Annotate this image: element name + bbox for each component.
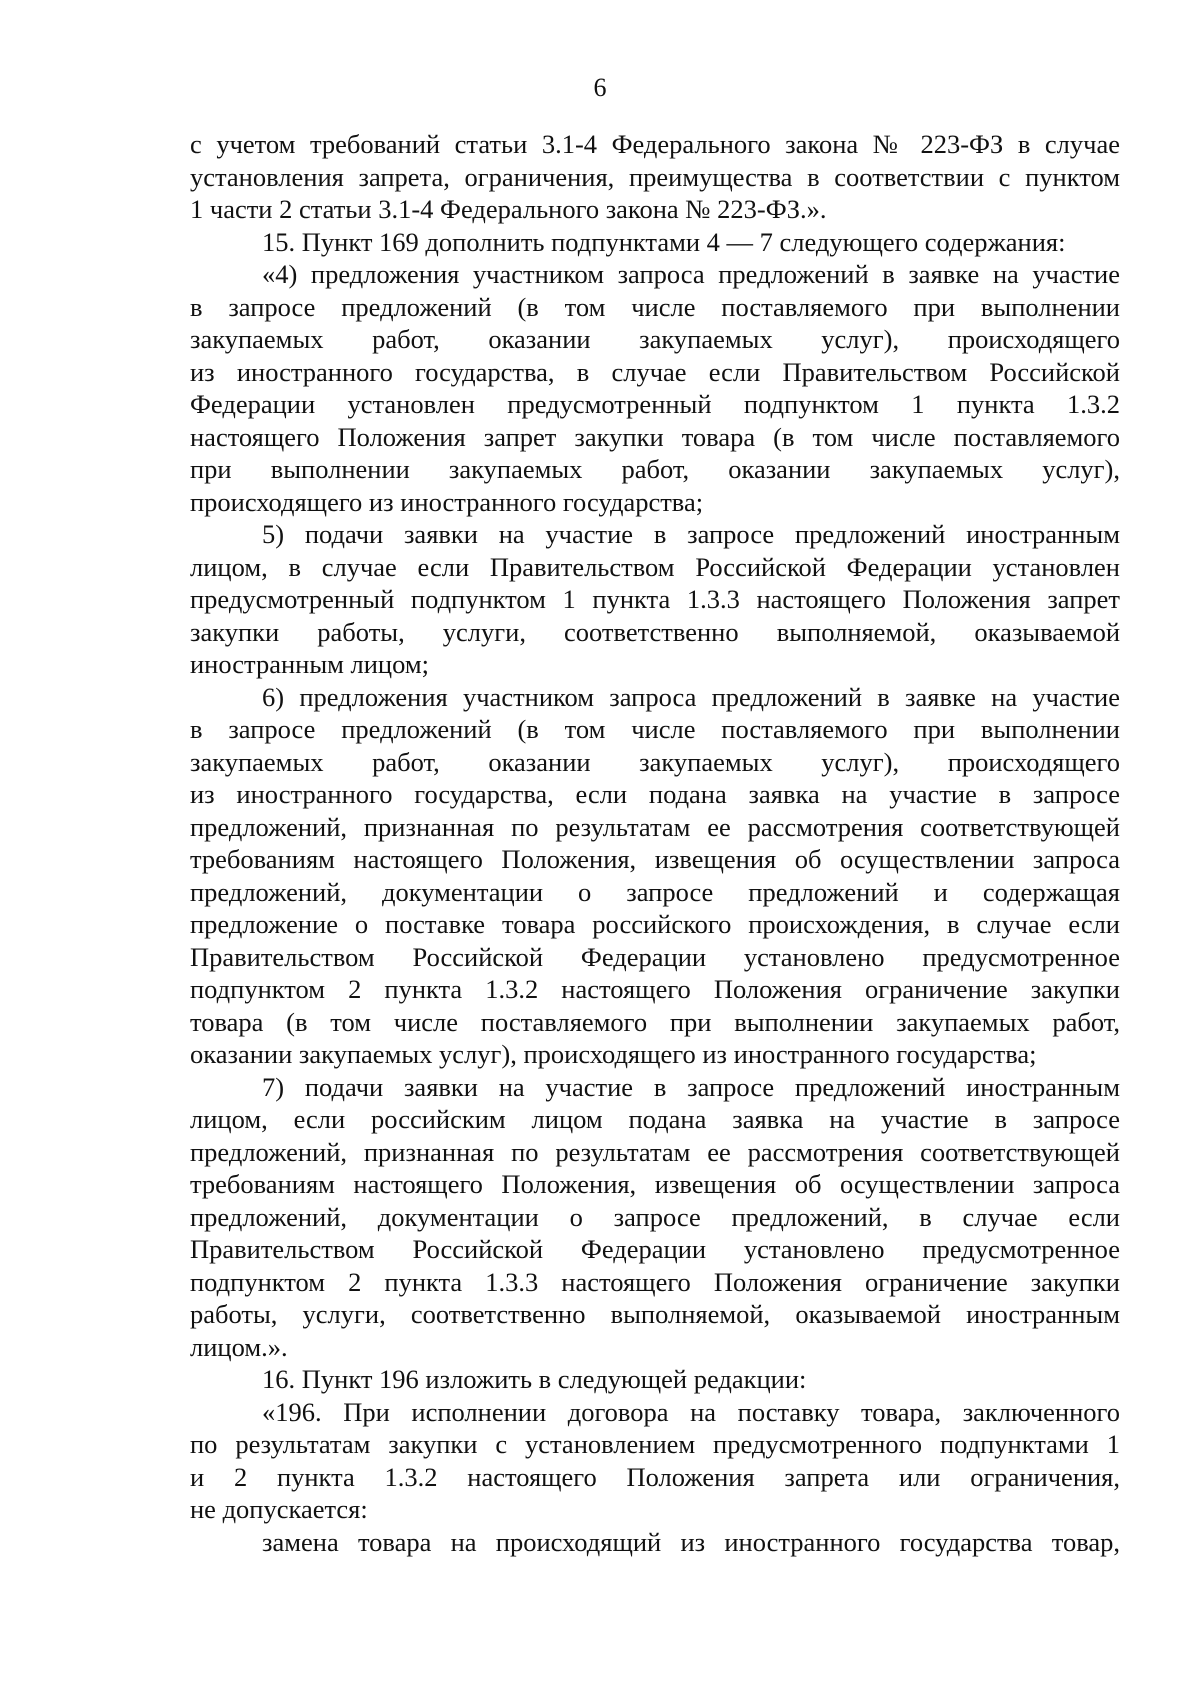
document-line: предложение о поставке товара российского происхождения, в случае если (190, 909, 1120, 939)
document-line: закупки работы, услуги, соответственно выполняемой, оказываемой (190, 616, 1120, 647)
document-line: предложений, признанная по результатам ее рассмотрения соответствующей (190, 1136, 1120, 1167)
document-line: товара (в том числе поставляемого при выполнении закупаемых работ, (190, 1006, 1120, 1037)
document-line: требованиям настоящего Положения, извещения об осуществлении запроса (190, 1169, 1120, 1199)
document-line: и 2 пункта 1.3.2 настоящего Положения запрета или ограничения, (190, 1461, 1120, 1492)
document-line: с учетом требований статьи 3.1-4 Федерального закона № 223-ФЗ в случае (190, 129, 1120, 159)
document-line: Федерации установлен предусмотренный подпунктом 1 пункта 1.3.2 (190, 389, 1120, 419)
document-line: 1 части 2 статьи 3.1-4 Федерального закона № 223-ФЗ.». (190, 194, 827, 224)
document-line: закупаемых работ, оказании закупаемых услуг), происходящего (190, 746, 1120, 777)
document-line: Правительством Российской Федерации установлено предусмотренное (190, 941, 1120, 972)
document-line: 5) подачи заявки на участие в запросе предложений иностранным (262, 519, 1120, 549)
document-line: предложений, признанная по результатам ее рассмотрения соответствующей (190, 811, 1120, 842)
document-line: из иностранного государства, если подана заявка на участие в запросе (190, 779, 1120, 809)
document-line: установления запрета, ограничения, преимущества в соответствии с пунктом (190, 161, 1120, 192)
document-line: лицом, в случае если Правительством Российской Федерации установлен (190, 551, 1120, 582)
document-line: иностранным лицом; (190, 649, 429, 679)
document-line: настоящего Положения запрет закупки товара (в том числе поставляемого (190, 421, 1120, 452)
document-line: лицом, если российским лицом подана заявка на участие в запросе (190, 1104, 1120, 1134)
document-line: «196. При исполнении договора на поставку товара, заключенного (262, 1396, 1120, 1427)
document-line: происходящего из иностранного государства; (190, 486, 704, 517)
document-line: работы, услуги, соответственно выполняемой, оказываемой иностранным (190, 1299, 1120, 1329)
document-line: оказании закупаемых услуг), происходящего из иностранного государства; (190, 1039, 1037, 1069)
document-line: 7) подачи заявки на участие в запросе предложений иностранным (262, 1071, 1120, 1102)
document-body (190, 128, 1120, 1558)
page-number: 6 (593, 73, 607, 102)
document-line: в запросе предложений (в том числе поставляемого при выполнении (190, 714, 1120, 744)
document-line: замена товара на происходящий из иностранного государства товар, (262, 1526, 1120, 1557)
document-line: Правительством Российской Федерации установлено предусмотренное (190, 1234, 1120, 1264)
document-line: в запросе предложений (в том числе поставляемого при выполнении (190, 291, 1120, 322)
document-line: 16. Пункт 196 изложить в следующей редакции: (262, 1364, 807, 1394)
document-line: подпунктом 2 пункта 1.3.2 настоящего Положения ограничение закупки (190, 974, 1120, 1004)
document-line: требованиям настоящего Положения, извещения об осуществлении запроса (190, 844, 1120, 874)
document-line: «4) предложения участником запроса предложений в заявке на участие (262, 259, 1120, 289)
document-line: предложений, документации о запросе предложений и содержащая (190, 876, 1120, 907)
document-line: лицом.». (190, 1331, 288, 1362)
document-line: 6) предложения участником запроса предложений в заявке на участие (262, 681, 1120, 712)
document-line: при выполнении закупаемых работ, оказании закупаемых услуг), (190, 454, 1120, 484)
document-line: 15. Пункт 169 дополнить подпунктами 4 — 7 следующего содержания: (262, 226, 1066, 257)
document-line: не допускается: (190, 1494, 368, 1524)
document-line: предусмотренный подпунктом 1 пункта 1.3.3 настоящего Положения запрет (190, 584, 1120, 614)
document-line: закупаемых работ, оказании закупаемых услуг), происходящего (190, 324, 1120, 354)
document-line: по результатам закупки с установлением предусмотренного подпунктами 1 (190, 1429, 1120, 1459)
document-line: из иностранного государства, в случае если Правительством Российской (190, 356, 1120, 387)
document-line: предложений, документации о запросе предложений, в случае если (190, 1201, 1120, 1232)
document-line: подпунктом 2 пункта 1.3.3 настоящего Положения ограничение закупки (190, 1266, 1120, 1297)
